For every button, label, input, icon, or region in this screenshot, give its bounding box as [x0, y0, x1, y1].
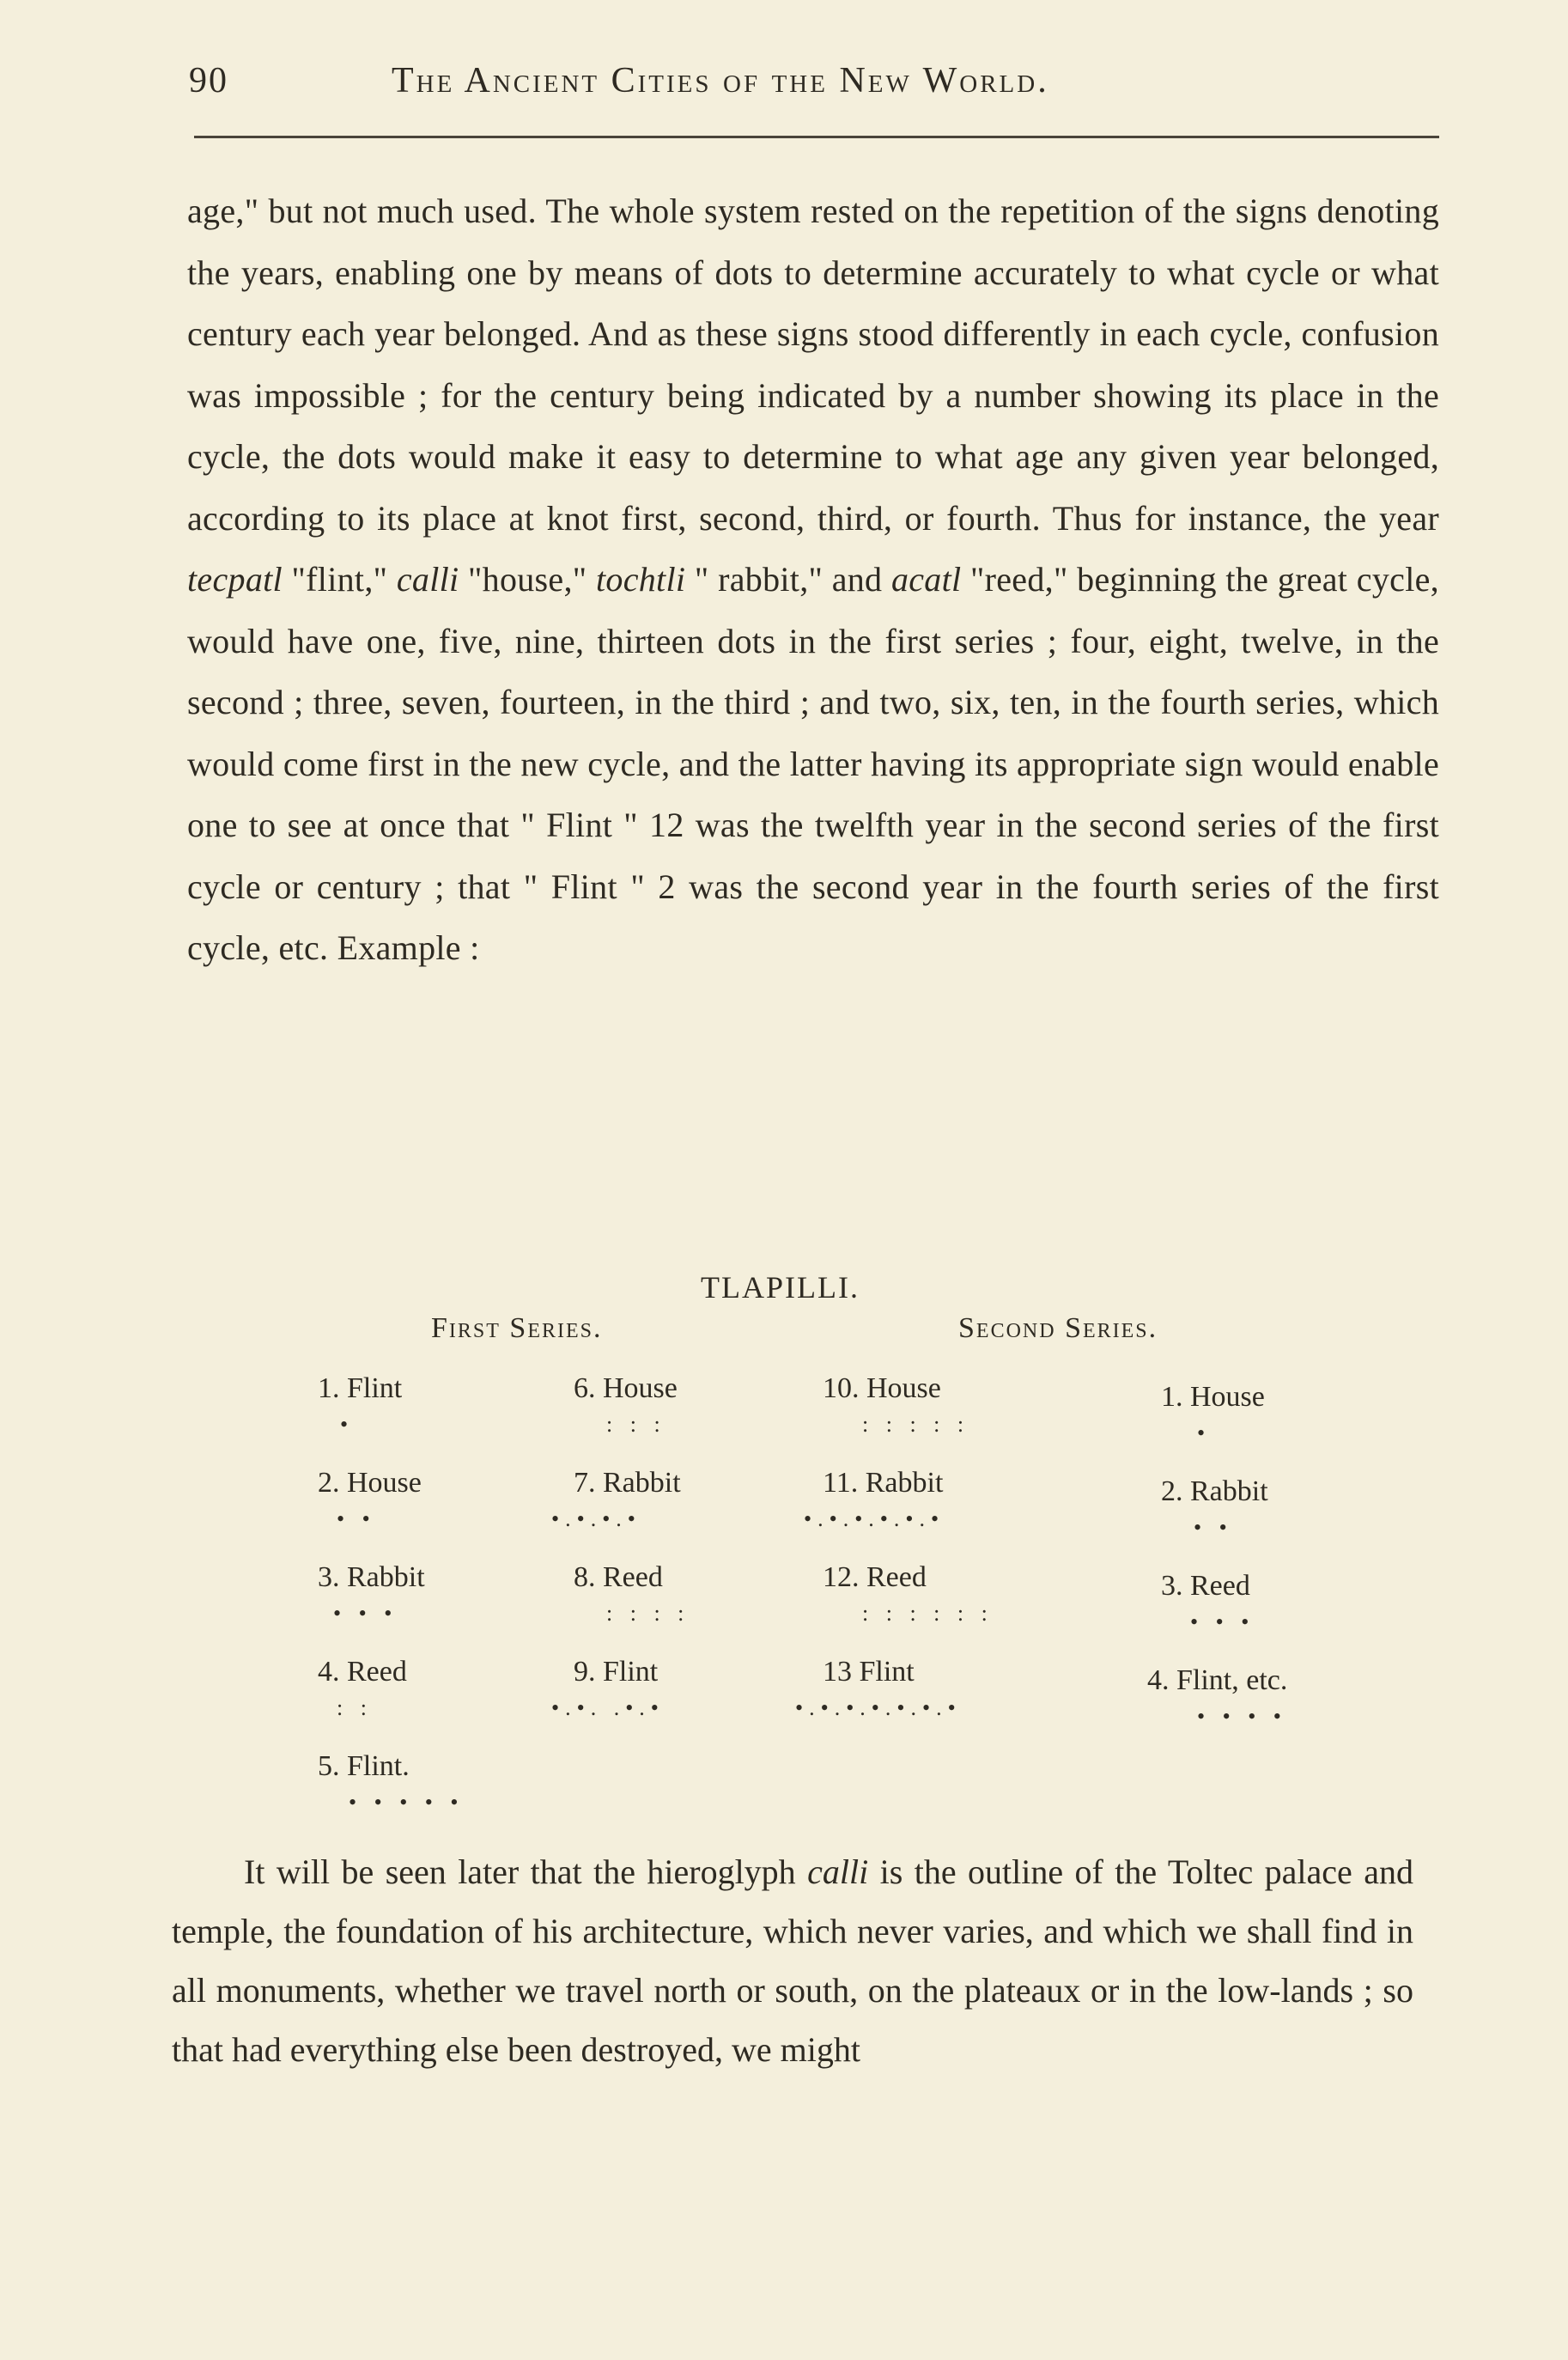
count-dots: : : : : : : — [862, 1601, 994, 1626]
running-title: The Ancient Cities of the New World. — [392, 61, 1049, 100]
first-series-heading: First Series. — [431, 1312, 603, 1344]
count-dots: • • • • • — [349, 1790, 465, 1815]
text-run: " rabbit," and — [685, 560, 891, 599]
text-run: "flint," — [282, 560, 397, 599]
second-series-heading: Second Series. — [958, 1312, 1158, 1344]
series-entry: 11. Rabbit — [823, 1467, 944, 1499]
count-dots: •.•.•.• — [551, 1506, 641, 1531]
count-dots: • • • — [333, 1601, 398, 1626]
italic-term: tochtli — [595, 560, 686, 599]
page-number: 90 — [189, 61, 228, 100]
count-dots: •.•.•.•.•.•.• — [795, 1695, 962, 1720]
series-entry: 3. Rabbit — [318, 1561, 425, 1593]
running-header — [189, 60, 1425, 112]
closing-paragraph — [172, 1842, 1413, 2079]
count-dots: : : : — [606, 1412, 666, 1437]
series-entry: 1. Flint — [318, 1372, 403, 1404]
italic-term: acatl — [890, 560, 962, 599]
text-run: age," but not much used. The whole system rested on the repetition of the signs denoting the years, enabling one by means of dots to determine accurately to what cycle or what century each year belonged. And as these signs stood differently in each cycle, confusion was impossible ; for the century being indicated by a number showing its place in the cycle, the dots would make it easy to determine to what age any given year belonged, according to its place at knot first, second, third, or fourth. Thus for instance, the year — [187, 192, 1439, 538]
series-entry: 7. Rabbit — [574, 1467, 681, 1499]
count-dots: • • • • — [1197, 1704, 1287, 1729]
series-entry: 1. House — [1161, 1381, 1265, 1413]
text-run: "house," — [459, 560, 596, 599]
series-entry: 6. House — [574, 1372, 678, 1404]
body-paragraph — [187, 180, 1439, 979]
series-entry: 13 Flint — [823, 1656, 915, 1688]
count-dots: •.•. .•.• — [551, 1695, 665, 1720]
count-dots: • • • — [1190, 1609, 1255, 1634]
series-entry: 5. Flint. — [318, 1750, 410, 1782]
series-entry: 9. Flint — [574, 1656, 659, 1688]
count-dots: : : — [337, 1695, 373, 1720]
header-rule — [194, 136, 1439, 138]
count-dots: •.•.•.•.•.• — [804, 1506, 945, 1531]
series-entry: 4. Flint, etc. — [1147, 1664, 1288, 1696]
example-title: TLAPILLI. — [701, 1270, 860, 1305]
text-run: It will be seen later that the hieroglyph — [244, 1852, 808, 1891]
text-run: is the outline of the Toltec palace and temple, the foundation of his architecture, which never varies, and which we shall find in all monuments, whether we travel north or south, on the plateaux or in the low-lands ; so that had everything else been destroyed, we might — [172, 1852, 1413, 2069]
count-dots: • • — [1194, 1515, 1233, 1540]
italic-term: calli — [396, 560, 459, 599]
count-dots: : : : : — [606, 1601, 690, 1626]
count-dots: • — [1197, 1420, 1212, 1445]
count-dots: • — [340, 1412, 355, 1437]
series-entry: 2. House — [318, 1467, 422, 1499]
series-entry: 4. Reed — [318, 1656, 407, 1688]
series-entry: 10. House — [823, 1372, 941, 1404]
series-entry: 3. Reed — [1161, 1570, 1250, 1602]
series-entry: 12. Reed — [823, 1561, 927, 1593]
count-dots: • • — [337, 1506, 376, 1531]
series-entry: 8. Reed — [574, 1561, 663, 1593]
series-entry: 2. Rabbit — [1161, 1475, 1268, 1507]
count-dots: : : : : : — [862, 1412, 970, 1437]
italic-term: calli — [807, 1852, 869, 1891]
italic-term: tecpatl — [187, 560, 283, 599]
text-run: "reed," beginning the great cycle, would have one, five, nine, thirteen dots in the first series ; four, eight, twelve, in the second ; three, seven, fourteen, in the third ; and two, six, ten, in the fourth series, which would come first in the new cycle, and the latter having its appropriate sign would enable one to see at once that " Flint " 12 was the twelfth year in the second series of the first cycle or century ; that " Flint " 2 was the second year in the fourth series of the first cycle, etc. Example : — [187, 560, 1439, 967]
